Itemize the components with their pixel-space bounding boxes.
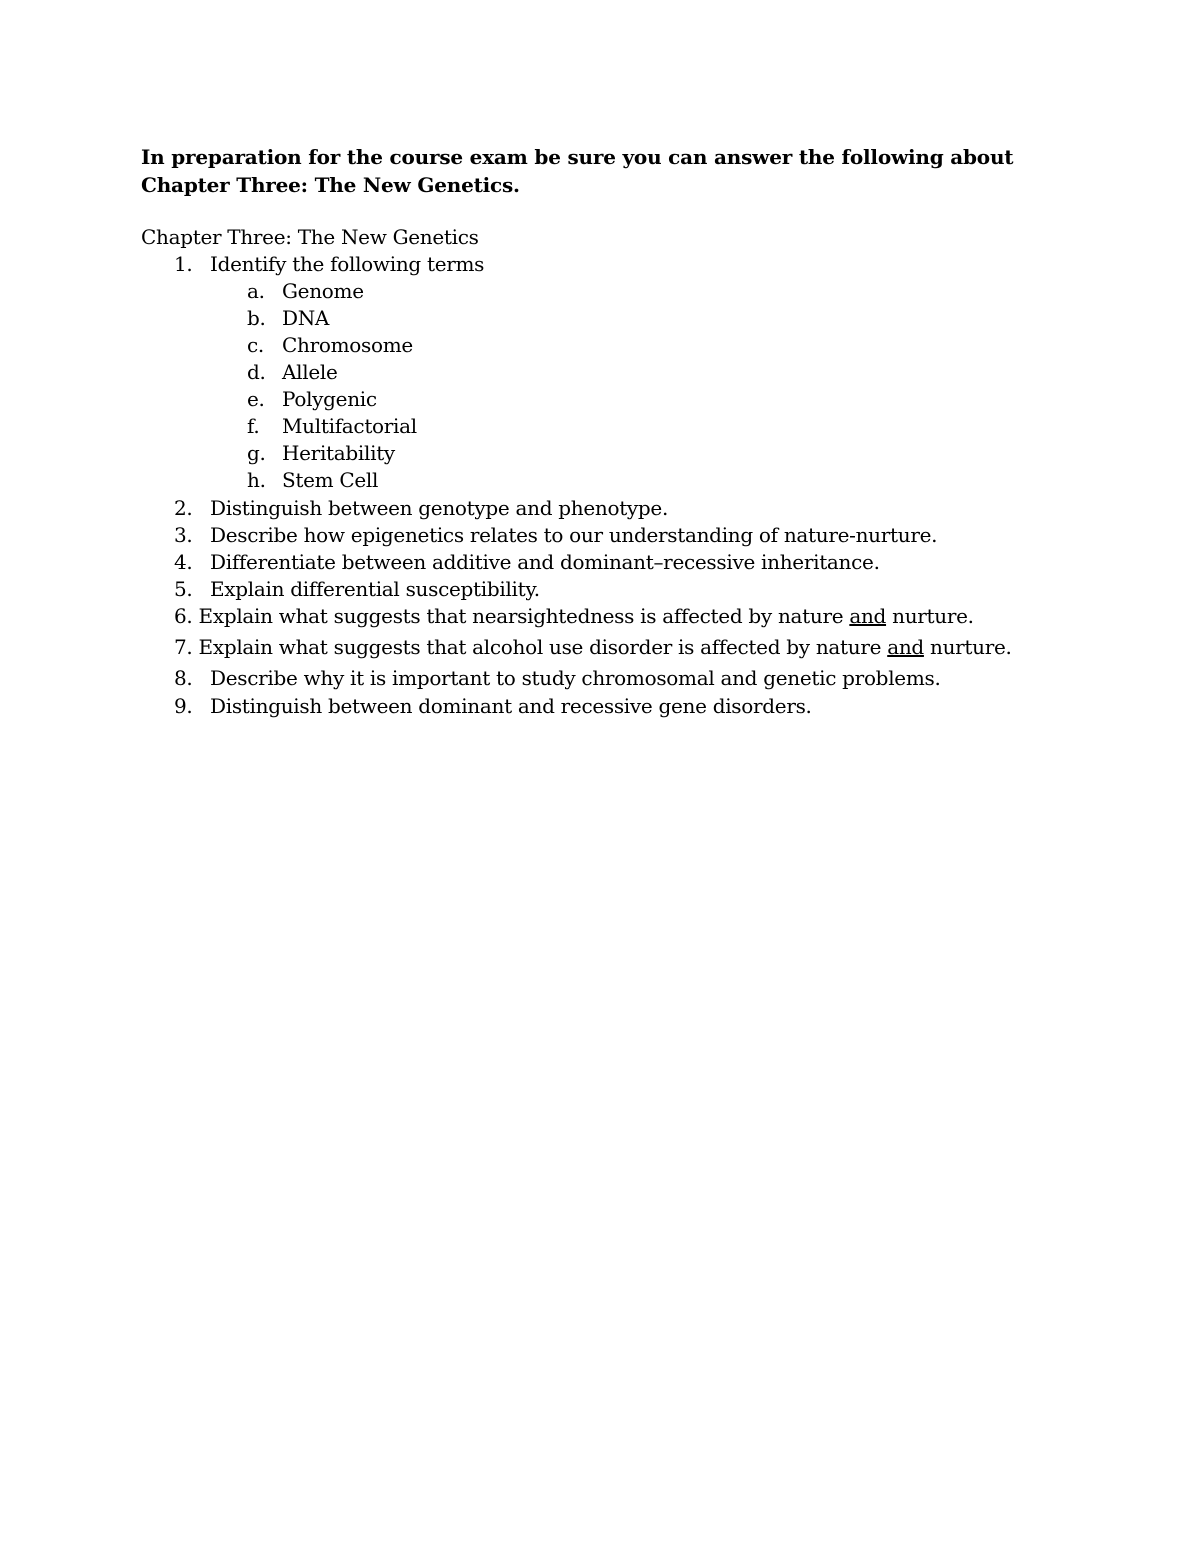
list-number: 8. — [174, 666, 193, 690]
term-letter: h. — [247, 468, 266, 492]
term-letter: b. — [247, 306, 266, 330]
term-letter: f. — [247, 414, 260, 438]
list-number: 9. — [174, 694, 193, 718]
heading-line-1: In preparation for the course exam be sure you can answer the following about — [141, 145, 1014, 169]
term-text: Allele — [282, 360, 338, 384]
list-text-underlined: and — [887, 635, 924, 659]
list-number: 6. — [174, 604, 193, 628]
term-text: DNA — [282, 306, 330, 330]
list-number: 4. — [174, 550, 193, 574]
term-text: Stem Cell — [282, 468, 379, 492]
term-letter: d. — [247, 360, 266, 384]
heading-line-2: Chapter Three: The New Genetics. — [141, 173, 520, 197]
list-text-underlined: and — [849, 604, 887, 628]
list-text: Explain differential susceptibility. — [210, 577, 540, 601]
term-letter: a. — [247, 279, 265, 303]
list-text: Distinguish between dominant and recessive gene disorders. — [210, 694, 812, 718]
list-item-6 — [174, 604, 974, 628]
list-text-before: Explain what suggests that alcohol use disorder is affected by nature — [198, 635, 882, 659]
list-text: Identify the following terms — [210, 252, 485, 276]
list-text-before: Explain what suggests that nearsightedness is affected by nature — [198, 604, 844, 628]
section-title: Chapter Three: The New Genetics — [141, 225, 479, 249]
page-heading — [141, 143, 1101, 199]
term-text: Multifactorial — [282, 414, 417, 438]
term-text: Chromosome — [282, 333, 413, 357]
list-text-after: nurture. — [892, 604, 974, 628]
term-text: Genome — [282, 279, 364, 303]
list-text: Differentiate between additive and dominant–recessive inheritance. — [210, 550, 880, 574]
list-number: 7. — [174, 635, 193, 659]
list-text: Distinguish between genotype and phenotype. — [210, 496, 669, 520]
list-text: Describe how epigenetics relates to our understanding of nature-nurture. — [210, 523, 938, 547]
list-item-7 — [174, 635, 1012, 659]
list-text: Describe why it is important to study chromosomal and genetic problems. — [210, 666, 941, 690]
term-letter: c. — [247, 333, 264, 357]
list-number: 2. — [174, 496, 193, 520]
term-letter: e. — [247, 387, 265, 411]
list-number: 5. — [174, 577, 193, 601]
term-text: Heritability — [282, 441, 395, 465]
term-text: Polygenic — [282, 387, 377, 411]
list-text-after: nurture. — [929, 635, 1012, 659]
list-number: 3. — [174, 523, 193, 547]
list-number: 1. — [174, 252, 193, 276]
term-letter: g. — [247, 441, 266, 465]
